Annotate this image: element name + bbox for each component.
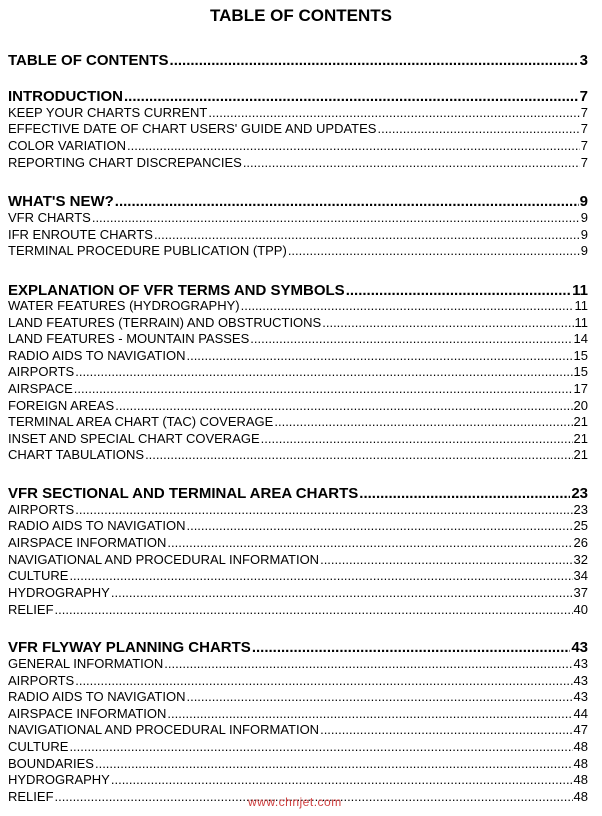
item-page: 7 — [580, 105, 588, 120]
section-row-whats-new[interactable] — [8, 193, 588, 210]
item-page: 9 — [580, 210, 588, 225]
item-page: 15 — [573, 364, 588, 379]
item-page: 25 — [573, 518, 588, 533]
item-label: AIRSPACE — [8, 381, 73, 396]
leader-dots — [124, 88, 579, 105]
item-label: EFFECTIVE DATE OF CHART USERS' GUIDE AND UPDATES — [8, 121, 377, 136]
toc-heading-page: 3 — [579, 52, 588, 69]
item-label: GENERAL INFORMATION — [8, 656, 164, 671]
item-label: CULTURE — [8, 568, 69, 583]
leader-dots — [322, 315, 573, 331]
toc-item-row[interactable] — [8, 348, 588, 364]
item-page: 20 — [573, 398, 588, 413]
item-label: TERMINAL PROCEDURE PUBLICATION (TPP) — [8, 243, 287, 258]
leader-dots — [320, 552, 572, 568]
item-label: COLOR VARIATION — [8, 138, 126, 153]
toc-item-row[interactable] — [8, 210, 588, 226]
leader-dots — [75, 502, 572, 518]
leader-dots — [111, 772, 573, 788]
leader-dots — [115, 193, 579, 210]
item-page: 11 — [574, 315, 588, 330]
leader-dots — [115, 398, 572, 414]
leader-dots — [145, 447, 572, 463]
item-page: 23 — [573, 502, 588, 517]
item-page: 21 — [573, 431, 588, 446]
item-page: 47 — [573, 722, 588, 737]
leader-dots — [92, 210, 580, 226]
toc-item-row[interactable] — [8, 447, 588, 463]
leader-dots — [154, 227, 580, 243]
leader-dots — [241, 298, 574, 314]
item-label: CHART TABULATIONS — [8, 447, 145, 462]
section-label: VFR SECTIONAL AND TERMINAL AREA CHARTS — [8, 485, 359, 502]
toc-item-row[interactable] — [8, 602, 588, 618]
toc-item-row[interactable] — [8, 243, 588, 259]
item-label: AIRSPACE INFORMATION — [8, 535, 167, 550]
toc-item-row[interactable] — [8, 414, 588, 430]
section-label: EXPLANATION OF VFR TERMS AND SYMBOLS — [8, 282, 345, 299]
leader-dots — [69, 739, 572, 755]
leader-dots — [346, 282, 571, 299]
item-label: VFR CHARTS — [8, 210, 91, 225]
item-page: 32 — [573, 552, 588, 567]
item-label: KEEP YOUR CHARTS CURRENT — [8, 105, 208, 120]
toc-item-row[interactable] — [8, 656, 588, 672]
item-label: HYDROGRAPHY — [8, 585, 110, 600]
leader-dots — [252, 639, 571, 656]
section-label: WHAT'S NEW? — [8, 193, 114, 210]
item-label: AIRPORTS — [8, 364, 75, 379]
toc-item-row[interactable] — [8, 331, 588, 347]
leader-dots — [127, 138, 580, 154]
item-label: NAVIGATIONAL AND PROCEDURAL INFORMATION — [8, 552, 320, 567]
leader-dots — [75, 364, 572, 380]
item-page: 48 — [573, 739, 588, 754]
toc-item-row[interactable] — [8, 689, 588, 705]
item-page: 11 — [574, 298, 588, 313]
item-page: 43 — [573, 673, 588, 688]
item-label: RELIEF — [8, 602, 54, 617]
leader-dots — [359, 485, 570, 502]
leader-dots — [95, 756, 573, 772]
leader-dots — [74, 381, 573, 397]
item-page: 48 — [573, 756, 588, 771]
item-page: 43 — [573, 689, 588, 704]
item-label: AIRPORTS — [8, 673, 75, 688]
item-label: HYDROGRAPHY — [8, 772, 110, 787]
toc-item-row[interactable] — [8, 756, 588, 772]
item-label: WATER FEATURES (HYDROGRAPHY) — [8, 298, 240, 313]
toc-item-row[interactable] — [8, 431, 588, 447]
item-page: 17 — [573, 381, 588, 396]
toc-heading-label: TABLE OF CONTENTS — [8, 52, 169, 69]
leader-dots — [167, 706, 572, 722]
toc-item-row[interactable] — [8, 535, 588, 551]
toc-item-row[interactable] — [8, 364, 588, 380]
item-label: AIRPORTS — [8, 502, 75, 517]
toc-item-row[interactable] — [8, 398, 588, 414]
item-page: 48 — [573, 772, 588, 787]
toc-item-row[interactable] — [8, 706, 588, 722]
item-label: LAND FEATURES (TERRAIN) AND OBSTRUCTIONS — [8, 315, 322, 330]
toc-item-row[interactable] — [8, 105, 588, 121]
toc-item-row[interactable] — [8, 739, 588, 755]
leader-dots — [186, 689, 572, 705]
item-label: FOREIGN AREAS — [8, 398, 115, 413]
item-page: 14 — [573, 331, 588, 346]
toc-item-row[interactable] — [8, 518, 588, 534]
item-label: RADIO AIDS TO NAVIGATION — [8, 689, 186, 704]
item-label: NAVIGATIONAL AND PROCEDURAL INFORMATION — [8, 722, 320, 737]
item-label: BOUNDARIES — [8, 756, 94, 771]
toc-item-row[interactable] — [8, 772, 588, 788]
item-page: 7 — [580, 121, 588, 136]
item-page: 21 — [573, 447, 588, 462]
section-page: 11 — [572, 282, 588, 299]
item-label: TERMINAL AREA CHART (TAC) COVERAGE — [8, 414, 274, 429]
section-row-explanation[interactable] — [8, 282, 588, 299]
section-row-introduction[interactable] — [8, 88, 588, 105]
section-label: INTRODUCTION — [8, 88, 123, 105]
toc-item-row[interactable] — [8, 502, 588, 518]
item-label: AIRSPACE INFORMATION — [8, 706, 167, 721]
section-page: 43 — [571, 639, 588, 656]
leader-dots — [274, 414, 572, 430]
leader-dots — [167, 535, 572, 551]
item-page: 21 — [573, 414, 588, 429]
item-label: CULTURE — [8, 739, 69, 754]
toc-item-row[interactable] — [8, 552, 588, 568]
leader-dots — [288, 243, 580, 259]
leader-dots — [164, 656, 572, 672]
leader-dots — [261, 431, 573, 447]
section-label: VFR FLYWAY PLANNING CHARTS — [8, 639, 251, 656]
toc-item-row[interactable] — [8, 673, 588, 689]
section-page: 7 — [579, 88, 588, 105]
toc-item-row[interactable] — [8, 568, 588, 584]
item-label: RADIO AIDS TO NAVIGATION — [8, 518, 186, 533]
toc-item-row[interactable] — [8, 381, 588, 397]
item-label: LAND FEATURES - MOUNTAIN PASSES — [8, 331, 250, 346]
toc-item-row[interactable] — [8, 227, 588, 243]
item-label: RADIO AIDS TO NAVIGATION — [8, 348, 186, 363]
section-page: 23 — [571, 485, 588, 502]
item-label: REPORTING CHART DISCREPANCIES — [8, 155, 242, 170]
item-label: IFR ENROUTE CHARTS — [8, 227, 153, 242]
page-title: TABLE OF CONTENTS — [210, 6, 392, 25]
item-page: 44 — [573, 706, 588, 721]
leader-dots — [250, 331, 572, 347]
leader-dots — [69, 568, 572, 584]
toc-heading-row[interactable] — [8, 52, 588, 69]
item-page: 43 — [573, 656, 588, 671]
section-row-vfr-flyway[interactable] — [8, 639, 588, 656]
toc-item-row[interactable] — [8, 155, 588, 171]
item-label: RELIEF — [8, 789, 54, 804]
item-page: 7 — [580, 138, 588, 153]
item-page: 48 — [573, 789, 588, 804]
section-page: 9 — [579, 193, 588, 210]
item-page: 34 — [573, 568, 588, 583]
item-page: 15 — [573, 348, 588, 363]
item-page: 40 — [573, 602, 588, 617]
toc-item-row[interactable] — [8, 298, 588, 314]
leader-dots — [111, 585, 573, 601]
toc-item-row[interactable] — [8, 722, 588, 738]
leader-dots — [243, 155, 580, 171]
section-row-vfr-sectional[interactable] — [8, 485, 588, 502]
leader-dots — [55, 602, 573, 618]
item-label: INSET AND SPECIAL CHART COVERAGE — [8, 431, 260, 446]
toc-item-row[interactable] — [8, 585, 588, 601]
item-page: 37 — [573, 585, 588, 600]
leader-dots — [377, 121, 579, 137]
leader-dots — [208, 105, 579, 121]
item-page: 9 — [580, 243, 588, 258]
toc-item-row[interactable] — [8, 138, 588, 154]
toc-item-row[interactable] — [8, 315, 588, 331]
item-page: 9 — [580, 227, 588, 242]
leader-dots — [75, 673, 572, 689]
item-page: 26 — [573, 535, 588, 550]
toc-item-row[interactable] — [8, 121, 588, 137]
item-page: 7 — [580, 155, 588, 170]
leader-dots — [186, 348, 572, 364]
leader-dots — [186, 518, 572, 534]
leader-dots — [170, 52, 579, 69]
leader-dots — [320, 722, 572, 738]
watermark: www.chnjet.com — [248, 795, 342, 809]
